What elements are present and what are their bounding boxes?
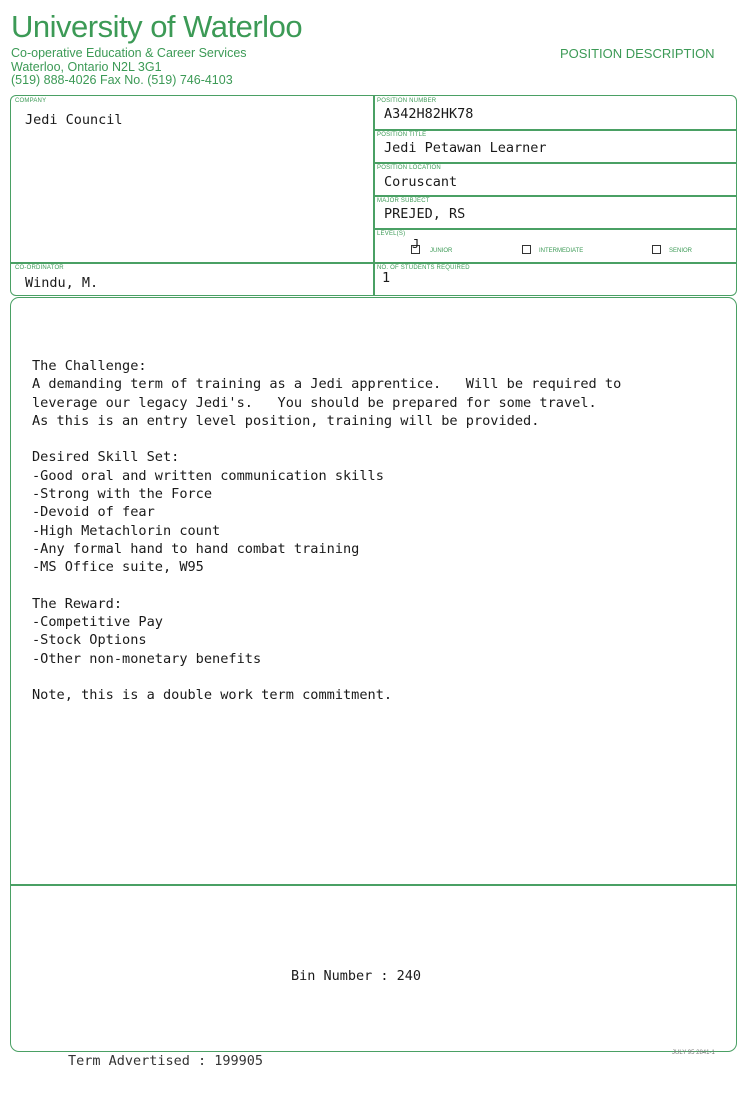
description-line: A demanding term of training as a Jedi apprentice. Will be required to (32, 376, 622, 393)
major-subject-label: MAJOR SUBJECT (377, 198, 430, 204)
description-line: The Reward: (32, 595, 123, 612)
company-value: Jedi Council (25, 112, 123, 128)
row-divider (11, 262, 736, 264)
description-line: The Challenge: (32, 358, 147, 374)
description-line: As this is an entry level position, training will be provided. (32, 412, 540, 429)
position-location-value: Coruscant (384, 174, 458, 190)
intermediate-checkbox[interactable] (522, 245, 531, 254)
position-title-label: POSITION TITLE (377, 132, 427, 138)
form-title: POSITION DESCRIPTION (560, 46, 715, 61)
row-divider (374, 162, 736, 164)
students-required-label: NO. OF STUDENTS REQUIRED (377, 265, 470, 271)
department-address: Waterloo, Ontario N2L 3G1 (11, 60, 162, 74)
university-name: University of Waterloo (11, 9, 303, 44)
description-line: Note, this is a double work term commitment. (32, 687, 393, 704)
description-line: -Devoid of fear (32, 504, 155, 521)
blank-line (32, 430, 621, 448)
position-title-value: Jedi Petawan Learner (384, 140, 547, 156)
position-number-value: A342H82HK78 (384, 106, 474, 122)
blank-line (32, 668, 621, 686)
coordinator-value: Windu, M. (25, 275, 99, 291)
description-line: -Competitive Pay (32, 614, 163, 631)
description-line: -Good oral and written communication skills (32, 467, 384, 484)
description-line: -Other non-monetary benefits (32, 650, 262, 667)
description-divider (11, 884, 736, 886)
description-body (32, 357, 621, 705)
levels-label: LEVEL(S) (377, 231, 406, 237)
students-required-value: 1 (382, 270, 391, 286)
position-location-label: POSITION LOCATION (377, 165, 441, 171)
company-label: COMPANY (15, 98, 47, 104)
senior-checkbox[interactable] (652, 245, 661, 254)
form-revision-date: JULY 95 2841-1 (672, 1050, 715, 1056)
position-number-label: POSITION NUMBER (377, 98, 437, 104)
description-line: -Strong with the Force (32, 486, 213, 503)
description-line: Desired Skill Set: (32, 449, 180, 466)
term-advertised: Term Advertised : 199905 (68, 1053, 264, 1069)
row-divider (374, 228, 736, 230)
junior-label: JUNIOR (430, 248, 453, 254)
description-line: -MS Office suite, W95 (32, 559, 204, 576)
senior-label: SENIOR (669, 248, 693, 254)
description-line: -Stock Options (32, 632, 147, 649)
department-name: Co-operative Education & Career Services (11, 46, 247, 60)
department-phone: (519) 888-4026 Fax No. (519) 746-4103 (11, 73, 233, 87)
major-subject-value: PREJED, RS (384, 206, 466, 222)
junior-check-mark: J (412, 237, 420, 251)
intermediate-label: INTERMEDIATE (539, 248, 584, 254)
row-divider (374, 129, 736, 131)
row-divider (374, 195, 736, 197)
description-line: leverage our legacy Jedi's. You should be prepared for some travel. (32, 394, 597, 411)
description-line: -High Metachlorin count (32, 522, 221, 539)
coordinator-label: CO-ORDINATOR (15, 265, 64, 271)
blank-line (32, 577, 621, 595)
description-line: -Any formal hand to hand combat training (32, 540, 360, 557)
bin-number: Bin Number : 240 (291, 968, 422, 984)
